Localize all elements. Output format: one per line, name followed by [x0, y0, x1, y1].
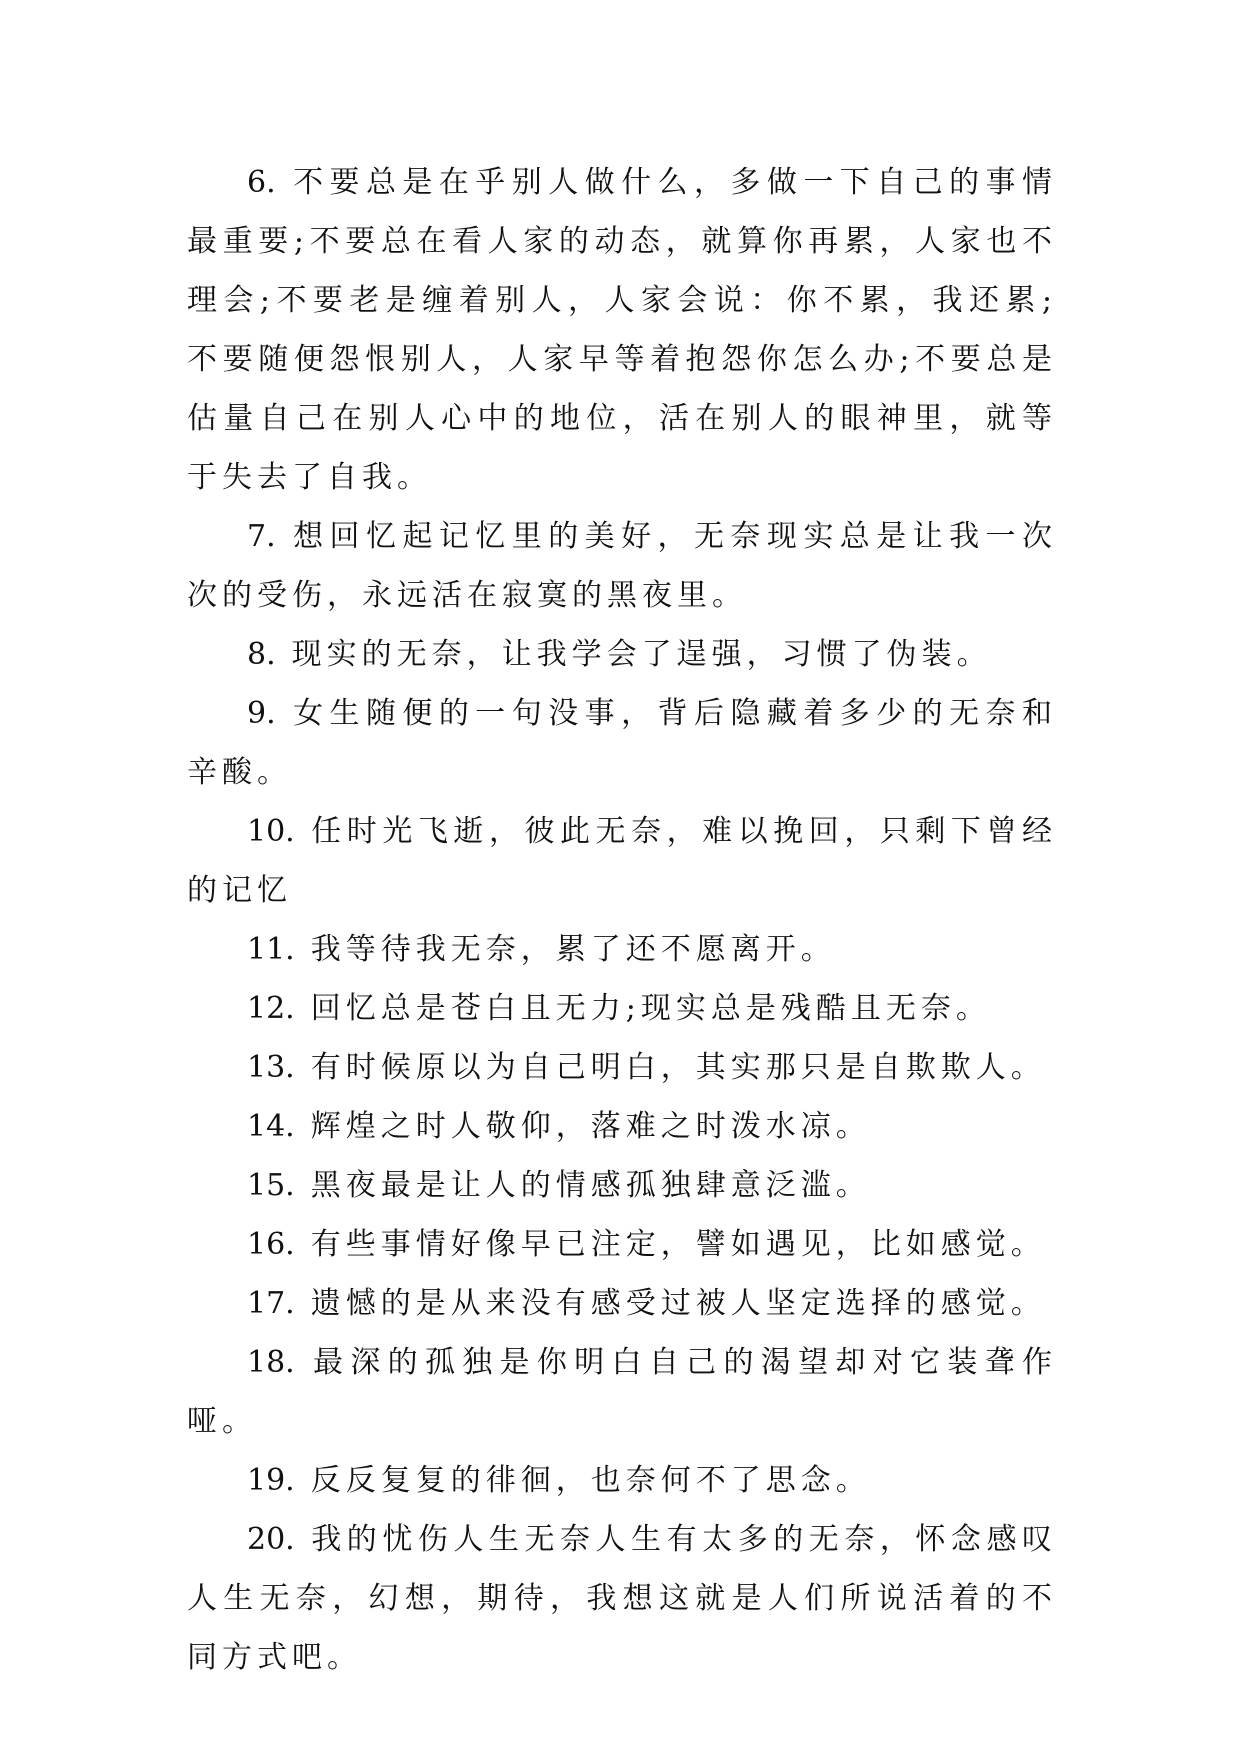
paragraph-number: 6.: [247, 165, 276, 200]
paragraph-6: [187, 153, 1057, 507]
paragraph-text: 任时光飞逝，彼此无奈，难以挽回，只剩下曾经的记忆: [187, 814, 1057, 908]
paragraph-text: 回忆总是苍白且无力;现实总是残酷且无奈。: [310, 991, 991, 1026]
paragraph-18: [187, 1333, 1057, 1451]
paragraph-number: 12.: [247, 991, 295, 1026]
paragraph-text: 有些事情好像早已注定，譬如遇见，比如感觉。: [310, 1227, 1046, 1262]
paragraph-text: 有时候原以为自己明白，其实那只是自欺欺人。: [310, 1050, 1046, 1085]
paragraph-text: 遗憾的是从来没有感受过被人坚定选择的感觉。: [310, 1286, 1046, 1321]
paragraph-number: 8.: [247, 637, 276, 672]
paragraph-14: [187, 1097, 1057, 1156]
paragraph-text: 我等待我无奈，累了还不愿离开。: [310, 932, 836, 967]
paragraph-17: [187, 1274, 1057, 1333]
paragraph-number: 16.: [247, 1227, 295, 1262]
paragraph-text: 想回忆起记忆里的美好，无奈现实总是让我一次次的受伤，永远活在寂寞的黑夜里。: [187, 519, 1057, 613]
paragraph-text: 黑夜最是让人的情感孤独肆意泛滥。: [310, 1168, 871, 1203]
paragraph-16: [187, 1215, 1057, 1274]
paragraph-number: 11.: [247, 932, 295, 967]
paragraph-text: 不要总是在乎别人做什么，多做一下自己的事情最重要;不要总在看人家的动态，就算你再累，人家也不理会;不要老是缠着别人，人家会说：你不累，我还累;不要随便怨恨别人，人家早等着抱怨你怎么办;不要总是估量自己在别人心中的地位，活在别人的眼神里，就等于失去了自我。: [187, 165, 1057, 495]
paragraph-number: 10.: [247, 814, 295, 849]
paragraph-20: [187, 1510, 1057, 1687]
paragraph-number: 17.: [247, 1286, 295, 1321]
paragraph-text: 现实的无奈，让我学会了逞强，习惯了伪装。: [291, 637, 992, 672]
paragraph-12: [187, 979, 1057, 1038]
document-body: [187, 153, 1057, 1687]
paragraph-number: 15.: [247, 1168, 295, 1203]
paragraph-text: 女生随便的一句没事，背后隐藏着多少的无奈和辛酸。: [187, 696, 1057, 790]
paragraph-13: [187, 1038, 1057, 1097]
paragraph-9: [187, 684, 1057, 802]
paragraph-text: 辉煌之时人敬仰，落难之时泼水凉。: [310, 1109, 871, 1144]
paragraph-text: 反反复复的徘徊，也奈何不了思念。: [310, 1463, 871, 1498]
paragraph-15: [187, 1156, 1057, 1215]
paragraph-number: 9.: [247, 696, 276, 731]
paragraph-number: 20.: [247, 1522, 295, 1557]
paragraph-7: [187, 507, 1057, 625]
paragraph-11: [187, 920, 1057, 979]
paragraph-number: 19.: [247, 1463, 295, 1498]
paragraph-text: 最深的孤独是你明白自己的渴望却对它装聋作哑。: [187, 1345, 1057, 1439]
paragraph-number: 13.: [247, 1050, 295, 1085]
paragraph-number: 18.: [247, 1345, 295, 1380]
paragraph-text: 我的忧伤人生无奈人生有太多的无奈，怀念感叹人生无奈，幻想，期待，我想这就是人们所说活着的不同方式吧。: [187, 1522, 1057, 1675]
paragraph-8: [187, 625, 1057, 684]
paragraph-number: 7.: [247, 519, 276, 554]
paragraph-19: [187, 1451, 1057, 1510]
paragraph-10: [187, 802, 1057, 920]
paragraph-number: 14.: [247, 1109, 295, 1144]
